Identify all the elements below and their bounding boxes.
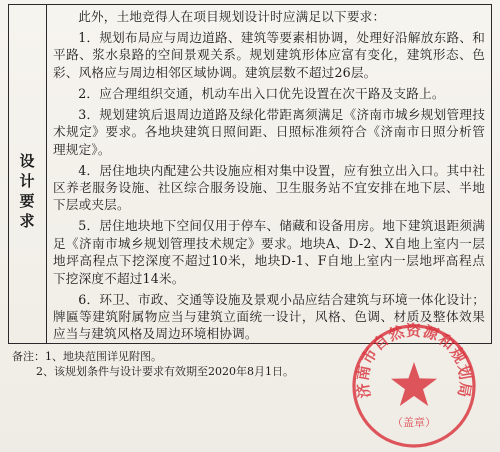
section-label (9, 151, 47, 231)
requirement-item-2: 2．应合理组织交通，机动车出入口优先设置在次干路及支路上。 (78, 85, 445, 101)
requirement-item-5: 5．居住地块地下空间仅用于停车、储藏和设备用房。地下建筑退距须满足《济南市城乡规划管理技术规定》要求。地块A、D-2、X自地上室内一层地坪高程点下挖深度不超过10米，地块D-1、F自地上室内一层地坪高程点下挖深度不超过14米。 (53, 218, 485, 286)
section-label-text: 设 计 要 求 (19, 152, 37, 230)
official-seal (350, 322, 478, 450)
requirements-table (8, 4, 492, 344)
seal-star-icon (391, 362, 437, 406)
seal-stamp-label: （盖章） (392, 416, 436, 429)
intro-paragraph: 此外，土地竞得人在项目规划设计时应满足以下要求： (78, 9, 386, 24)
requirement-item-4: 4．居住地块内配建公共设施应相对集中设置，应有独立出入口。其中社区养老服务设施、社区综合服务设施、卫生服务站不宜安排在地下层、半地下层或夹层。 (53, 162, 485, 213)
requirement-item-1: 1．规划布局应与周边道路、建筑等要素相协调，处理好沿解放东路、和平路、浆水泉路的空间景观关系。规划建筑形体应富有变化，建筑形态、色彩、风格应与周边相邻区域协调。建筑层数不超过26层。 (53, 30, 485, 80)
note-2: 2、该规划条件与设计要求有效期至2020年8月1日。 (36, 365, 294, 378)
seal-arc-label: 济南市自然资源和规划局 (353, 322, 475, 400)
requirement-item-3: 3．规划建筑后退周边道路及绿化带距离须满足《济南市城乡规划管理技术规定》要求。各地块建筑日照间距、日照标准须符合《济南市日照分析管理规定》。 (53, 106, 485, 157)
requirements-content (53, 8, 485, 346)
label-column (9, 5, 47, 343)
requirement-item-6: 6．环卫、市政、交通等设施及景观小品应结合建筑与环境一体化设计；牌匾等建筑附属物应当与建筑立面统一设计，风格、色调、材质及整体效果应当与建筑风格及周边环境相协调。 (53, 291, 485, 342)
note-1: 备注：1、地块范围详见附图。 (12, 350, 162, 363)
